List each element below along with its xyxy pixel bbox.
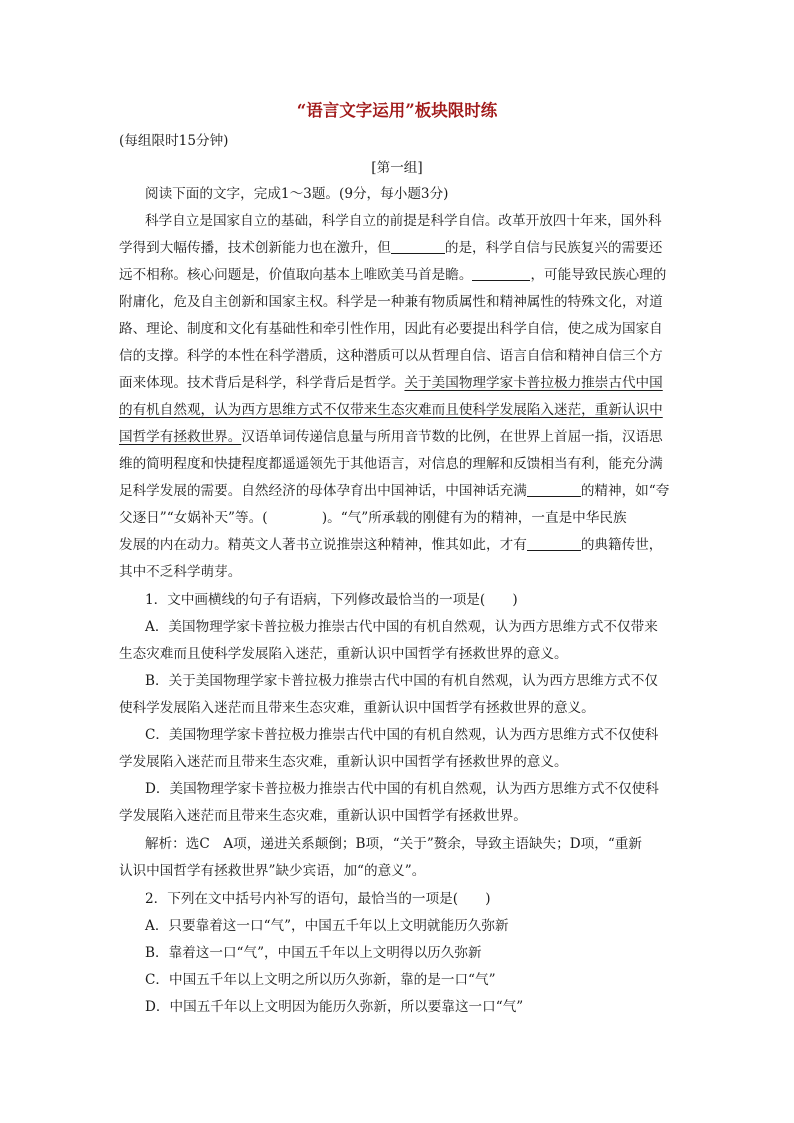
underlined-sentence: 的有机自然观，认为西方思维方式不仅带来生态灾难而且使科学发展陷入迷茫，重新认识中 — [119, 402, 663, 418]
q1-option-a: 生态灾难而且使科学发展陷入迷茫，重新认识中国哲学有拯救世界的意义。 — [119, 646, 568, 662]
passage-line: 远不相称。核心问题是，价值取向基本上唯欧美马首是瞻。 ，可能导致民族心理的 — [119, 267, 667, 283]
fill-blank — [527, 482, 581, 497]
passage-line: 国哲学有拯救世界。汉语单词传递信息量与所用音节数的比例，在世界上首屈一指，汉语思 — [119, 429, 663, 445]
q1-analysis: 解析：选C A项，递进关系颠倒；B项，“关于”赘余，导致主语缺失；D项，“重新 — [145, 836, 642, 852]
time-note: (每组限时15分钟) — [119, 133, 229, 149]
passage-line: 附庸化，危及自主创新和国家主权。科学是一种兼有物质属性和精神属性的特殊文化，对道 — [119, 294, 663, 310]
passage-line: 信的支撑。科学的本性在科学潜质，这种潜质可以从哲理自信、语言自信和精神自信三个方 — [119, 348, 663, 364]
underlined-sentence: 关于美国物理学家卡普拉极力推崇古代中国 — [404, 375, 663, 391]
passage-line: 科学自立是国家自立的基础，科学自立的前提是科学自信。改革开放四十年来，国外科 — [145, 213, 662, 229]
q1-option-b: B．关于美国物理学家卡普拉极力推崇古代中国的有机自然观，认为西方思维方式不仅 — [145, 673, 658, 689]
q2-option-c: C．中国五千年以上文明之所以历久弥新，靠的是一口“气” — [145, 972, 496, 988]
q1-option-c: 学发展陷入迷茫而且带来生态灾难，重新认识中国哲学有拯救世界的意义。 — [119, 754, 568, 770]
fill-blank — [527, 536, 581, 551]
q2-option-b: B．靠着这一口“气”，中国五千年以上文明得以历久弥新 — [145, 945, 482, 961]
page-title: “语言文字运用”板块限时练 — [296, 101, 498, 120]
passage-line: 面来体现。技术背后是科学，科学背后是哲学。关于美国物理学家卡普拉极力推崇古代中国 — [119, 375, 663, 391]
passage-line: 发展的内在动力。精英文人著书立说推崇这种精神，惟其如此，才有 的典籍传世， — [119, 537, 663, 553]
q1-option-d: 学发展陷入迷茫而且带来生态灾难，重新认识中国哲学有拯救世界。 — [119, 808, 527, 824]
underlined-sentence: 国哲学有拯救世界。 — [119, 429, 242, 445]
group-label: [第一组] — [371, 160, 423, 176]
q1-analysis: 认识中国哲学有拯救世界”缺少宾语，加“的意义”。 — [119, 863, 426, 879]
fill-blank — [391, 239, 445, 254]
fill-blank — [472, 266, 530, 281]
instruction: 阅读下面的文字，完成1～3题。(9分，每小题3分) — [145, 186, 449, 202]
question-2-stem: 2．下列在文中括号内补写的语句，最恰当的一项是( ) — [145, 891, 491, 907]
q1-option-b: 使科学发展陷入迷茫而且带来生态灾难，重新认识中国哲学有拯救世界的意义。 — [119, 700, 595, 716]
q1-option-c: C．美国物理学家卡普拉极力推崇古代中国的有机自然观，认为西方思维方式不仅使科 — [145, 727, 659, 743]
passage-line: 其中不乏科学萌芽。 — [119, 564, 242, 580]
q2-option-a: A．只要靠着这一口“气”，中国五千年以上文明就能历久弥新 — [145, 918, 509, 934]
passage-line: 足科学发展的需要。自然经济的母体孕育出中国神话，中国神话充满 的精神，如“夸 — [119, 483, 670, 499]
passage-line: 学得到大幅传播，技术创新能力也在激升，但 的是，科学自信与民族复兴的需要还 — [119, 240, 663, 256]
passage-line: 路、理论、制度和文化有基础性和牵引性作用，因此有必要提出科学自信，使之成为国家自 — [119, 321, 663, 337]
q1-option-a: A．美国物理学家卡普拉极力推崇古代中国的有机自然观，认为西方思维方式不仅带来 — [145, 619, 658, 635]
q2-option-d: D．中国五千年以上文明因为能历久弥新，所以要靠这一口“气” — [145, 999, 524, 1015]
question-1-stem: 1．文中画横线的句子有语病，下列修改最恰当的一项是( ) — [145, 592, 518, 608]
q1-option-d: D．美国物理学家卡普拉极力推崇古代中国的有机自然观，认为西方思维方式不仅使科 — [145, 781, 659, 797]
passage-line: 维的简明程度和快捷程度都遥遥领先于其他语言，对信息的理解和反馈相当有利，能充分满 — [119, 456, 663, 472]
passage-line: 父逐日”“女娲补天”等。( )。“气”所承载的刚健有为的精神，一直是中华民族 — [119, 510, 627, 526]
